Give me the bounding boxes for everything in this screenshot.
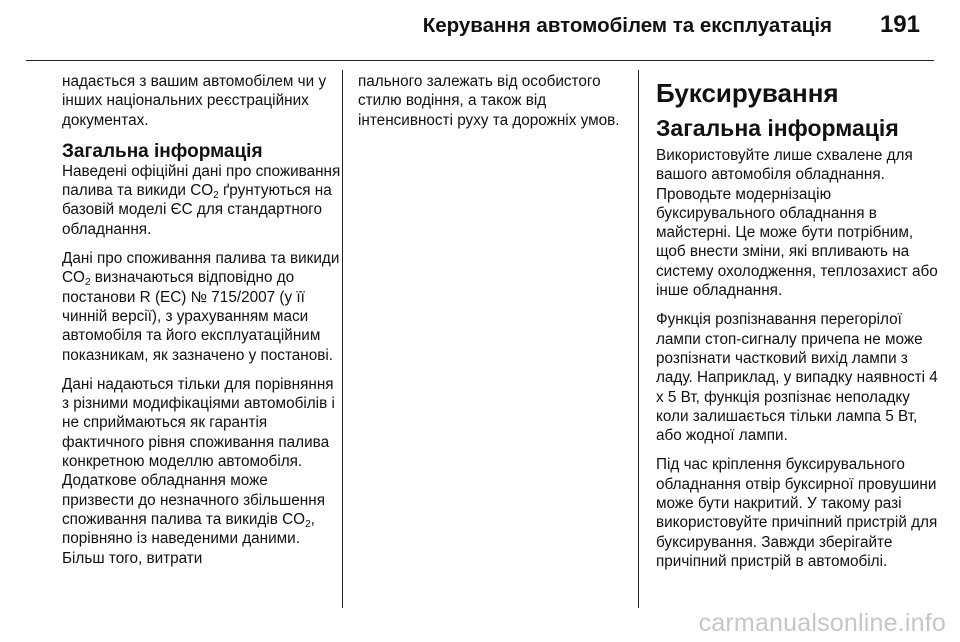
column-left bbox=[62, 72, 342, 578]
column-right bbox=[656, 72, 946, 581]
column-middle bbox=[358, 72, 632, 140]
paragraph: Дані про споживання палива та викиди $CO_2$ визначаються відповідно до постанови R (EC) № 715/2007 (у її чинній версії), з урахуванням маси автомобіля та його експлуатаційним показникам, як зазначено у постанові. bbox=[62, 250, 340, 364]
column-divider-1 bbox=[342, 70, 343, 608]
paragraph: пального залежать від особистого стилю водіння, а також від інтенсивності руху та дорожніх умов. bbox=[358, 73, 620, 129]
section-title-towing: Буксирування bbox=[656, 78, 839, 108]
paragraph: Використовуйте лише схвалене для вашого автомобіля обладнання. Проводьте модернізацію буксирувального обладнання в майстерні. Це може бути потрібним, щоб внести зміни, які впливають на систему охолодження, теплозахист або інше обладнання. bbox=[656, 147, 938, 300]
paragraph: Під час кріплення буксирувального обладнання отвір буксирної провушини може бути накритий. У такому разі використовуйте причіпний пристрій для буксирування. Завжди зберігайте причіпний пристрій в автомобілі. bbox=[656, 456, 938, 570]
column-divider-2 bbox=[638, 70, 639, 608]
header-divider bbox=[26, 60, 934, 61]
running-header-title: Керування автомобілем та експлуатація bbox=[422, 14, 832, 37]
page-number: 191 bbox=[879, 11, 920, 38]
paragraph: надається з вашим автомобілем чи у інших національних реєстраційних документах. bbox=[62, 73, 327, 129]
paragraph: Дані надаються тільки для порівняння з різними модифікаціями автомобілів і не сприймаються як гарантія фактичного рівня споживання палива конкретною моделлю автомобіля. Додаткове обладнання може призвести до незначного збільшення споживання палива та викидів $CO_2$, порівняно із наведеними даними. Більш того, витрати bbox=[62, 375, 335, 567]
section-heading-general-info: Загальна інформація bbox=[62, 140, 263, 162]
paragraph: Функція розпізнавання перегорілої лампи стоп-сигналу причепа не може розпізнати частковий вихід лампи з ладу. Наприклад, у випадку наявності 4 x 5 Вт, функція розпізнає неполадку коли залишається тільки лампа 5 Вт, або жодної лампи. bbox=[656, 311, 938, 445]
subsection-title-general-info: Загальна інформація bbox=[656, 115, 899, 141]
page-header bbox=[0, 10, 960, 50]
paragraph: Наведені офіційні дані про споживання палива та викиди $CO_2$ ґрунтуються на базовій моделі ЄС для стандартного обладнання. bbox=[62, 162, 341, 238]
watermark: carmanualsonline.info bbox=[698, 609, 946, 637]
